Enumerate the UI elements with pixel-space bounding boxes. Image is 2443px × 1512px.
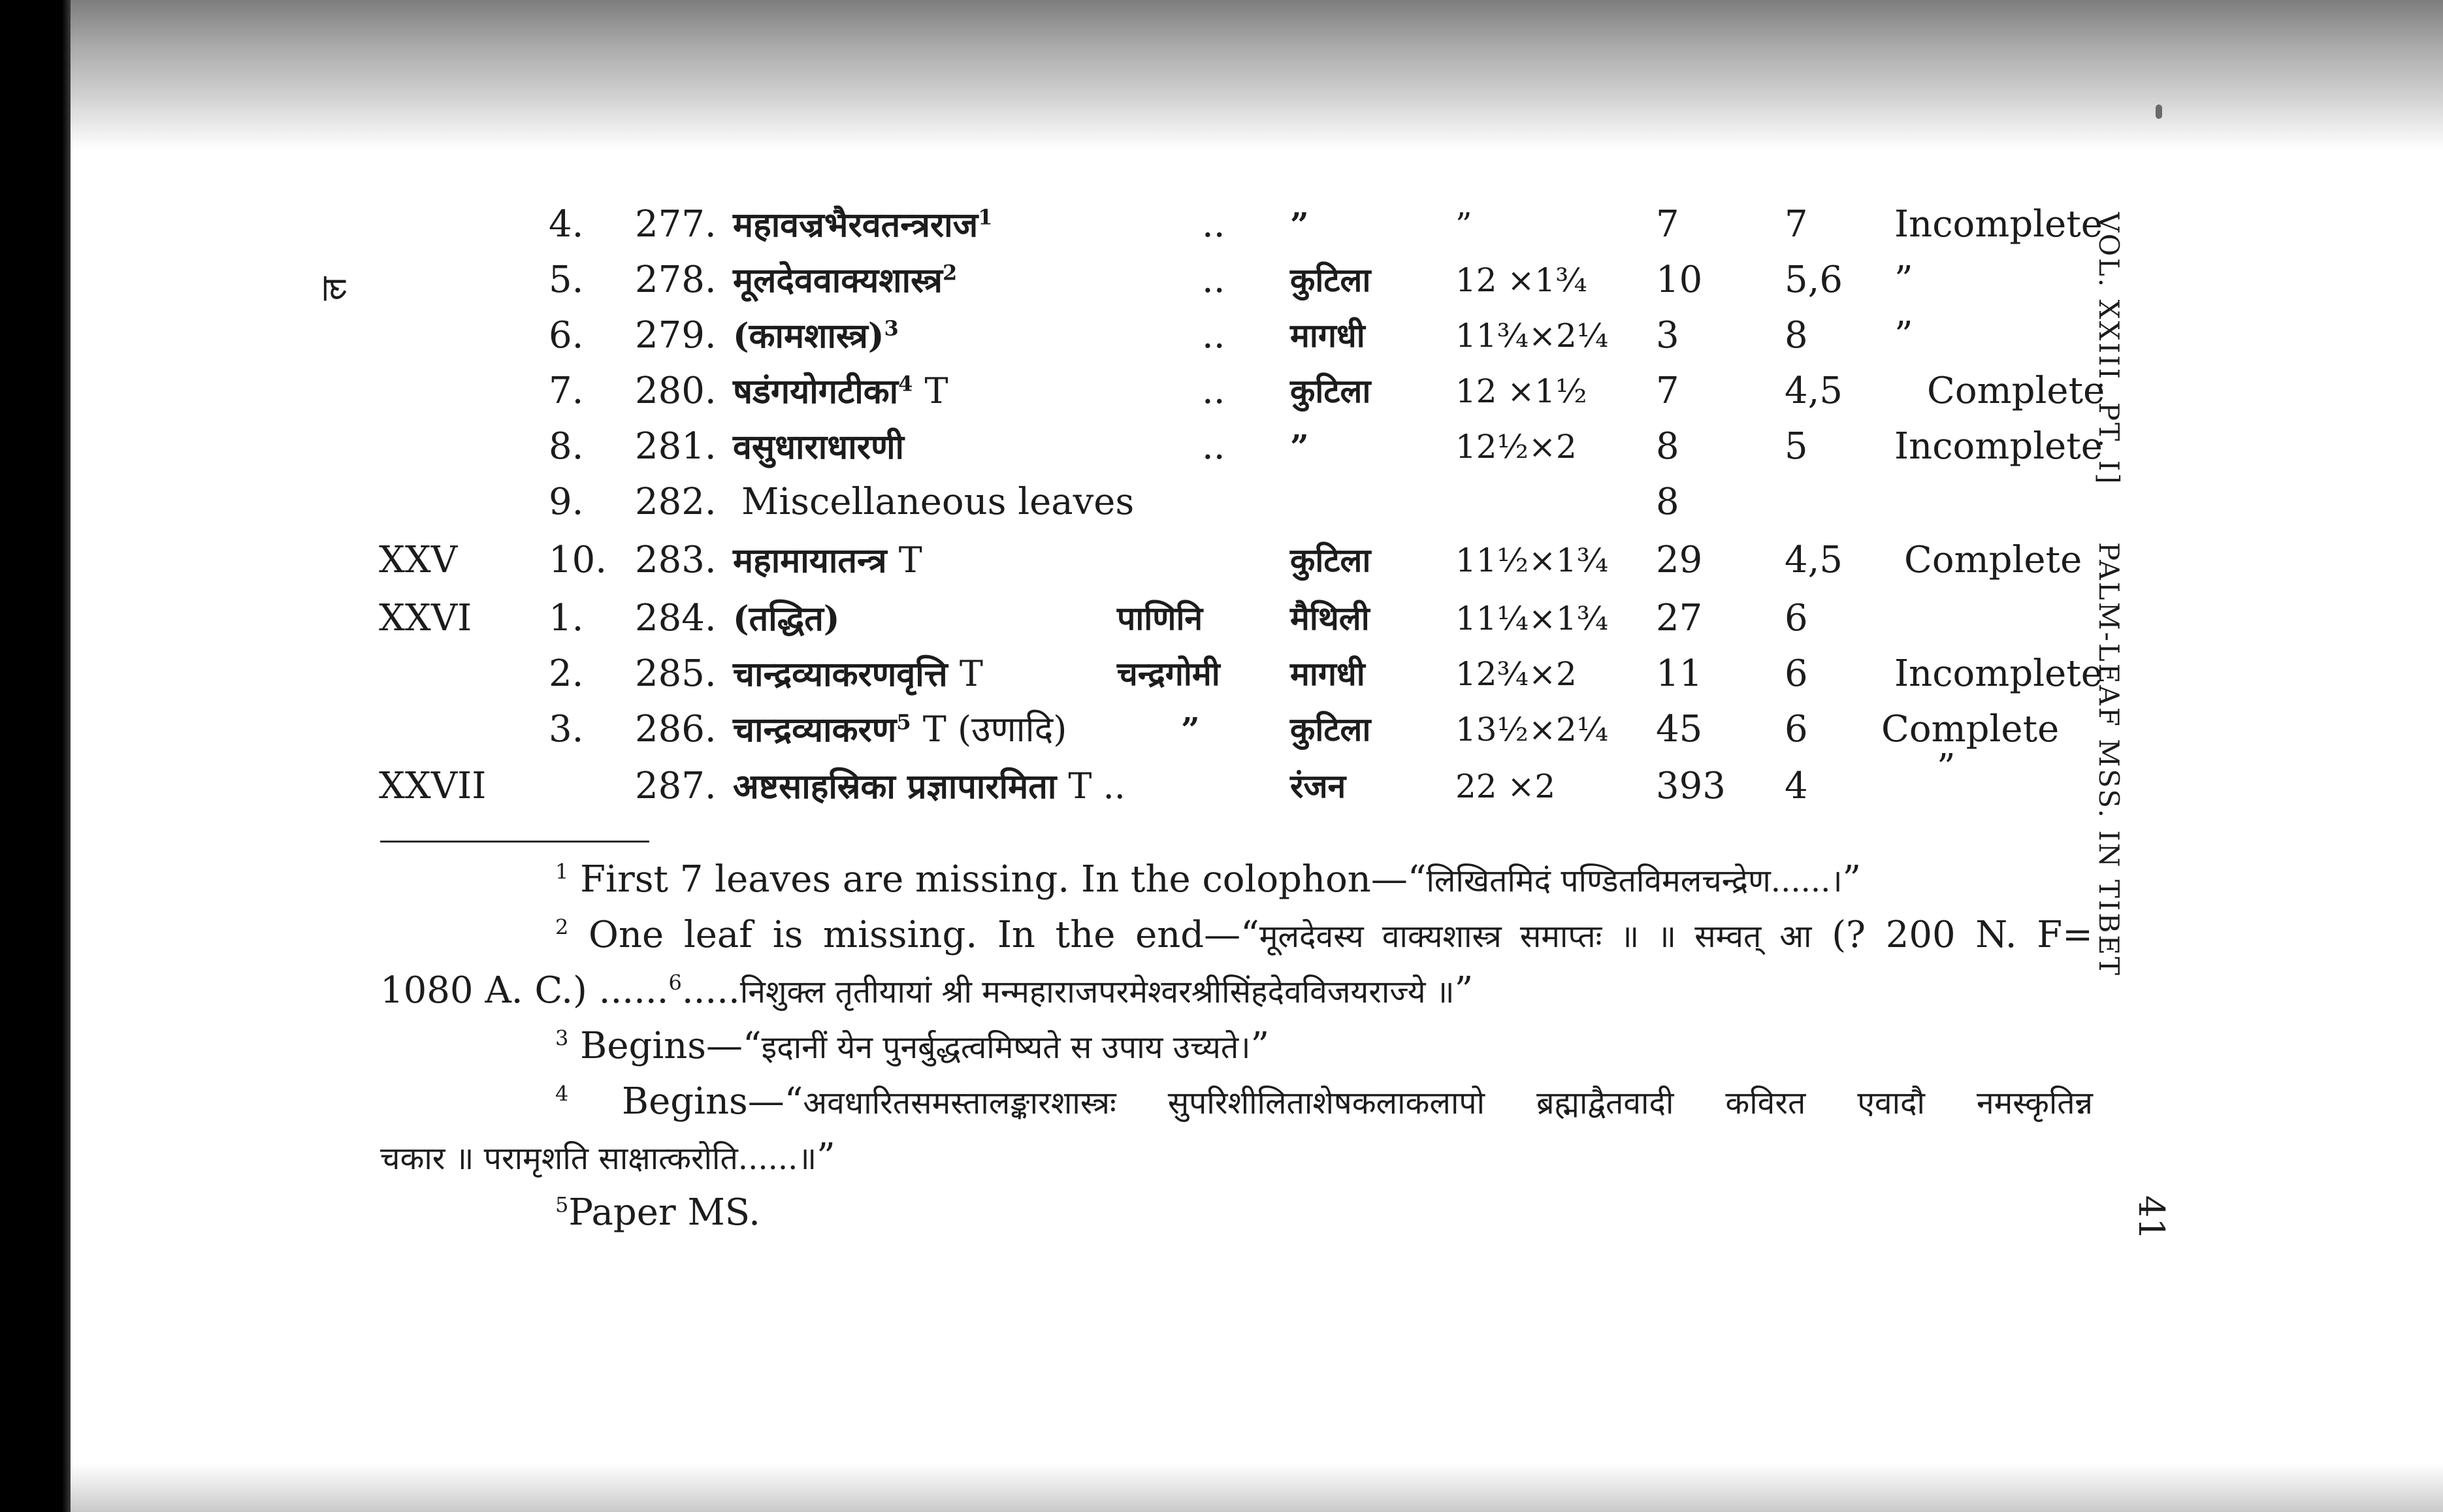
cell-leaves: 7 [1656, 370, 1679, 412]
cell-serial: 6. [549, 314, 584, 357]
cell-condition: Complete [1927, 370, 2105, 412]
table-row [0, 419, 2443, 474]
footnote-text: Begins—“ [580, 1025, 762, 1067]
cell-dots: .. [1202, 203, 1225, 246]
cell-size: 11¾×2¼ [1455, 317, 1609, 355]
cell-script: कुटिला [1290, 541, 1371, 579]
cell-title [733, 591, 840, 647]
cell-number: 277. [635, 203, 717, 246]
cell-condition: ” [1894, 259, 1913, 301]
cell-size: 11¼×1¾ [1455, 600, 1609, 637]
table-row [0, 253, 2443, 308]
cell-script: मागधी [1290, 316, 1365, 355]
footnote-rule [380, 841, 649, 843]
footnote-date: (? 200 N. F= [1832, 914, 2093, 956]
table-row [0, 702, 2443, 757]
footnote-marker: 5 [896, 709, 911, 735]
cell-size: ” [1455, 206, 1472, 244]
cell-lines: 6 [1785, 597, 1808, 639]
cell-author: चन्द्रगोमी [1117, 654, 1220, 693]
footnote-2 [380, 908, 2093, 964]
footnote-sanskrit: इदानीं येन पुनर्बुद्धत्वमिष्यते स उपाय उच्यते। [761, 1029, 1251, 1066]
cell-lines: 5 [1785, 425, 1808, 468]
cell-lines: 4 [1785, 765, 1808, 807]
cell-leaves: 27 [1656, 597, 1703, 639]
page-number: 41 [2131, 1195, 2172, 1240]
cell-dots: .. [1202, 259, 1225, 301]
cell-condition: Complete [1881, 708, 2060, 750]
footnote-dots: ..... [681, 969, 740, 1012]
cell-lines: 6 [1785, 652, 1808, 695]
cell-title [733, 364, 948, 419]
footnote-quote-end: ” [1842, 858, 1862, 901]
cell-serial: 3. [549, 708, 584, 750]
cell-condition: ” [1894, 314, 1913, 357]
cell-title [733, 197, 993, 253]
cell-leaves: 8 [1656, 481, 1679, 523]
table-row [0, 591, 2443, 646]
cell-leaves: 3 [1656, 314, 1679, 357]
title-marker: T [924, 370, 948, 411]
title-text: महावज्रभैरवतन्त्रराज [733, 205, 979, 245]
cell-leaves: 393 [1656, 765, 1726, 807]
cell-serial: 4. [549, 203, 584, 246]
cell-title [741, 475, 1134, 530]
cell-number: 278. [635, 259, 717, 301]
cell-lines: 4,5 [1785, 370, 1843, 412]
table-row [0, 197, 2443, 252]
table-row [0, 475, 2443, 530]
cell-serial: 2. [549, 652, 584, 695]
cell-serial: 5. [549, 259, 584, 301]
cell-condition: ” [1937, 747, 1956, 789]
footnote-number: 4 [555, 1081, 569, 1106]
footnote-text: 1080 A. C.) ...... [380, 969, 669, 1012]
running-title: PALM-LEAF MSS. IN TIBET [2093, 542, 2125, 978]
title-marker: T [898, 539, 922, 581]
cell-dots: .. [1202, 314, 1225, 357]
footnote-quote-end: ” [817, 1136, 835, 1178]
footnote-text: One leaf is missing. In the end—“ [589, 914, 1259, 956]
title-text: अष्टसाहस्रिका प्रज्ञापारमिता [733, 767, 1057, 807]
footnote-sanskrit: लिखितमिदं पण्डितविमलचन्द्रेण......। [1426, 863, 1843, 899]
cell-volume: XXVII [379, 765, 487, 807]
table-row [0, 308, 2443, 363]
cell-script: मागधी [1290, 654, 1365, 693]
table-row [0, 364, 2443, 419]
cell-serial: 1. [549, 597, 584, 639]
cell-volume: XXV [379, 539, 458, 581]
cell-script: कुटिला [1290, 261, 1371, 299]
footnote-3 [555, 1019, 1269, 1075]
cell-size: 12½×2 [1455, 428, 1577, 466]
footnote-marker: 1 [978, 204, 993, 230]
cell-lines: 6 [1785, 708, 1808, 750]
cell-number: 284. [635, 597, 717, 639]
cell-title [733, 419, 904, 475]
table-row [0, 747, 2443, 814]
cell-serial: 10. [549, 539, 607, 581]
cell-number: 279. [635, 314, 717, 357]
cell-leaves: 10 [1656, 259, 1703, 301]
cell-leaves: 7 [1656, 203, 1679, 246]
cell-number: 285. [635, 652, 717, 695]
cell-leaves: 8 [1656, 425, 1679, 468]
cell-title [733, 702, 1067, 758]
footnote-quote-end: ” [1250, 1025, 1270, 1067]
footnote-number: 5 [555, 1192, 569, 1217]
title-text: (कामशास्त्र) [733, 316, 884, 356]
cell-author: ” [1181, 710, 1200, 748]
footnote-marker: 4 [898, 371, 913, 396]
title-text: षडंगयोगटीका [733, 372, 899, 411]
footnote-2-continued [380, 963, 1473, 1020]
title-text: वसुधाराधारणी [733, 427, 905, 467]
cell-leaves: 11 [1656, 652, 1703, 695]
cell-title [733, 647, 983, 702]
cell-number: 280. [635, 370, 717, 412]
table-row [0, 647, 2443, 701]
cell-title [733, 253, 957, 308]
cell-script: कुटिला [1290, 372, 1371, 410]
cell-lines: 8 [1785, 314, 1808, 357]
cell-serial: 9. [549, 481, 584, 523]
cell-condition: Complete [1904, 539, 2082, 581]
footnote-text: Begins—“ [621, 1080, 803, 1123]
cell-serial: 7. [549, 370, 584, 412]
cell-size: 11½×1¾ [1455, 541, 1609, 579]
cell-size: 22 ×2 [1455, 767, 1556, 805]
footnote-text: First 7 leaves are missing. In the colophon—“ [580, 858, 1427, 901]
cell-script: कुटिला [1290, 710, 1371, 748]
cell-number: 282. [635, 481, 717, 523]
footnote-4 [380, 1074, 2093, 1131]
cell-number: 283. [635, 539, 717, 581]
cell-condition: Incomplete [1894, 425, 2103, 468]
footnote-sanskrit: मूलदेवस्य वाक्यशास्त्र समाप्तः ॥ ॥ सम्वत् आ [1259, 918, 1812, 955]
cell-condition: Incomplete [1894, 652, 2103, 695]
cell-author: पाणिनि [1117, 599, 1203, 637]
footnote-quote-end: ” [1454, 969, 1474, 1012]
footnote-number: 6 [668, 970, 682, 995]
title-marker: T .. [1068, 765, 1125, 807]
cell-size: 13½×2¼ [1455, 711, 1609, 748]
footnote-1 [555, 852, 1861, 909]
cell-lines: 7 [1785, 203, 1808, 246]
cell-title [733, 533, 922, 588]
cell-number: 281. [635, 425, 717, 468]
footnote-number: 1 [555, 859, 569, 884]
footnote-marker: 2 [943, 260, 958, 285]
title-text: महामायातन्त्र [733, 541, 887, 581]
footnote-marker: 3 [884, 315, 899, 341]
cell-leaves: 29 [1656, 539, 1703, 581]
footnote-sanskrit: निशुक्ल तृतीयायां श्री मन्महाराजपरमेश्वरश्रीसिंहदेवविजयराज्ये ॥ [739, 974, 1455, 1010]
title-text: चान्द्रव्याकरण [733, 710, 897, 750]
cell-script: रंजन [1290, 767, 1346, 805]
cell-number: 287. [635, 765, 717, 807]
cell-size: 12 ×1¾ [1455, 261, 1587, 299]
cell-script: ” [1290, 205, 1309, 244]
title-marker: T [959, 653, 983, 694]
cell-lines: 4,5 [1785, 539, 1843, 581]
cell-lines: 5,6 [1785, 259, 1843, 301]
stray-mark: ल [313, 276, 355, 301]
volume-label: VOL. XXIII. PT. I] [2093, 212, 2125, 486]
footnote-number: 3 [555, 1025, 569, 1051]
title-text: Miscellaneous leaves [741, 481, 1135, 523]
cell-script: मैथिली [1290, 599, 1370, 637]
cell-size: 12 ×1½ [1455, 372, 1587, 410]
cell-dots: .. [1202, 370, 1225, 412]
cell-dots: .. [1202, 425, 1225, 468]
footnote-number: 2 [555, 914, 569, 940]
cell-volume: XXVI [379, 597, 472, 639]
table-row [0, 533, 2443, 588]
footnote-4-continued [380, 1130, 835, 1186]
cell-title [733, 759, 1125, 814]
cell-size: 12¾×2 [1455, 655, 1577, 693]
title-marker: T (उणादि) [922, 709, 1067, 750]
cell-condition: Incomplete [1894, 203, 2103, 246]
title-text: मूलदेववाक्यशास्त्र [733, 261, 943, 300]
footnote-sanskrit: चकार ॥ परामृशति साक्षात्करोति......॥ [380, 1140, 817, 1177]
cell-leaves: 45 [1656, 708, 1703, 750]
cell-serial: 8. [549, 425, 584, 468]
title-text: (तद्धित) [733, 599, 840, 639]
cell-title [733, 308, 899, 364]
cell-number: 286. [635, 708, 717, 750]
footnote-5 [555, 1185, 760, 1240]
running-head [2082, 212, 2135, 978]
title-text: चान्द्रव्याकरणवृत्ति [733, 654, 948, 694]
cell-script: ” [1290, 427, 1309, 466]
footnote-text: Paper MS. [568, 1191, 760, 1234]
footnote-sanskrit: अवधारितसमस्तालङ्कारशास्त्रः सुपरिशीलिताशेषकलाकलापो ब्रह्माद्वैतवादी कविरत एवादौ नमस्कृतिन्न [803, 1085, 2093, 1121]
